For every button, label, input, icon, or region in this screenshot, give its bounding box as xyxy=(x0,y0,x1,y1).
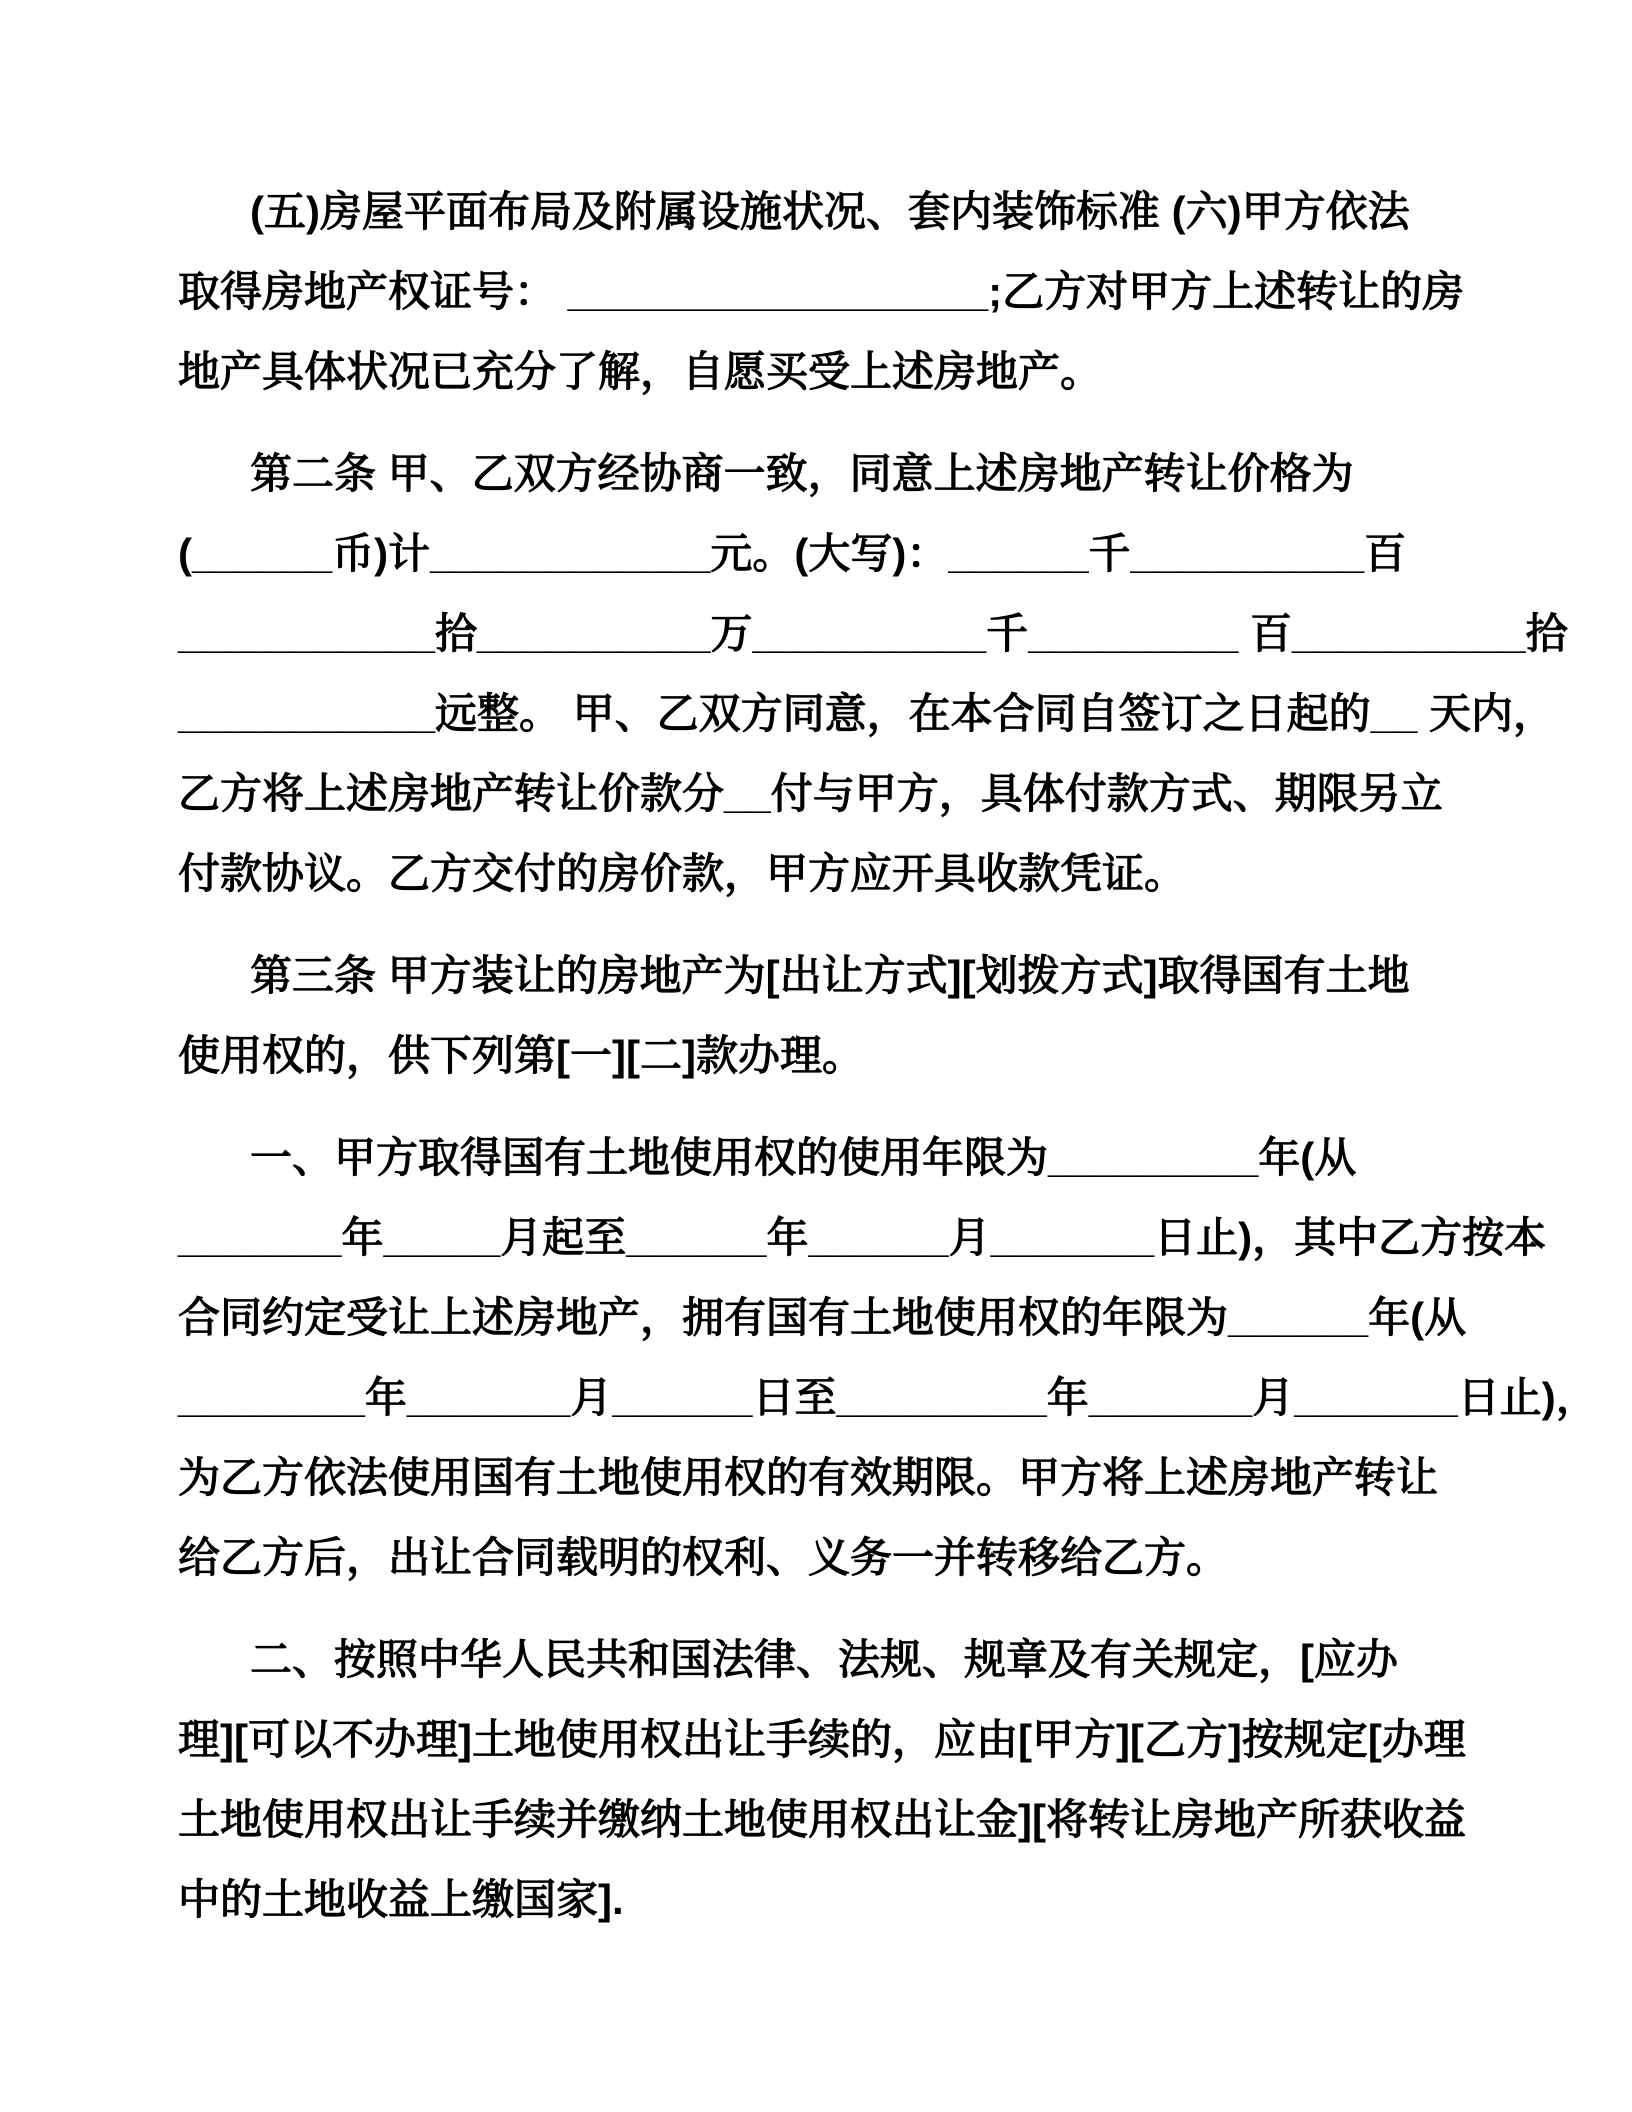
contract-line: (五)房屋平面布局及附属设施状况、套内装饰标准 (六)甲方依法 xyxy=(250,188,1410,235)
contract-line: (______币)计____________元。(大写)：______千__________百 xyxy=(178,530,1407,577)
contract-line: _______年_____月起至______年______月_______日止)，其中乙方按本 xyxy=(178,1214,1547,1261)
contract-line: 乙方将上述房地产转让价款分__付与甲方，具体付款方式、期限另立 xyxy=(178,770,1443,817)
contract-line: 一、甲方取得国有土地使用权的使用年限为_________年(从 xyxy=(250,1134,1357,1181)
contract-line: ___________远整。 甲、乙双方同意，在本合同自签订之日起的__ 天内， xyxy=(178,690,1555,737)
paragraph-clause-3-land-use-right xyxy=(178,936,1464,1096)
paragraph-housing-layout-and-certificate xyxy=(178,172,1464,412)
contract-line: 土地使用权出让手续并缴纳土地使用权出让金][将转让房地产所获收益 xyxy=(178,1796,1466,1843)
contract-line: 合同约定受让上述房地产，拥有国有土地使用权的年限为______年(从 xyxy=(178,1294,1467,1341)
contract-line: 第三条 甲方装让的房地产为[出让方式][划拨方式]取得国有土地 xyxy=(250,952,1410,999)
contract-line: 理][可以不办理]土地使用权出让手续的，应由[甲方][乙方]按规定[办理 xyxy=(178,1716,1466,1763)
contract-line: 取得房地产权证号： __________________;乙方对甲方上述转让的房 xyxy=(178,268,1465,315)
contract-line: 中的土地收益上缴国家]. xyxy=(178,1876,624,1923)
contract-line: 为乙方依法使用国有土地使用权的有效期限。甲方将上述房地产转让 xyxy=(178,1454,1439,1501)
contract-line: ___________拾__________万__________千_________ 百__________拾 xyxy=(178,610,1568,657)
contract-line: ________年_______月______日至_________年_______月_______日止)， xyxy=(178,1374,1598,1421)
contract-line: 给乙方后，出让合同载明的权利、义务一并转移给乙方。 xyxy=(178,1534,1229,1581)
contract-line: 第二条 甲、乙双方经协商一致，同意上述房地产转让价格为 xyxy=(250,450,1354,497)
paragraph-clause-3-item-1-land-term xyxy=(178,1118,1598,1598)
contract-line: 地产具体状况已充分了解，自愿买受上述房地产。 xyxy=(178,348,1103,395)
contract-line: 二、按照中华人民共和国法律、法规、规章及有关规定，[应办 xyxy=(250,1636,1398,1683)
contract-line: 付款协议。乙方交付的房价款，甲方应开具收款凭证。 xyxy=(178,850,1187,897)
paragraph-clause-2-transfer-price xyxy=(178,434,1568,914)
contract-line: 使用权的，供下列第[一][二]款办理。 xyxy=(178,1032,864,1079)
paragraph-clause-3-item-2-regulations xyxy=(178,1620,1464,1940)
